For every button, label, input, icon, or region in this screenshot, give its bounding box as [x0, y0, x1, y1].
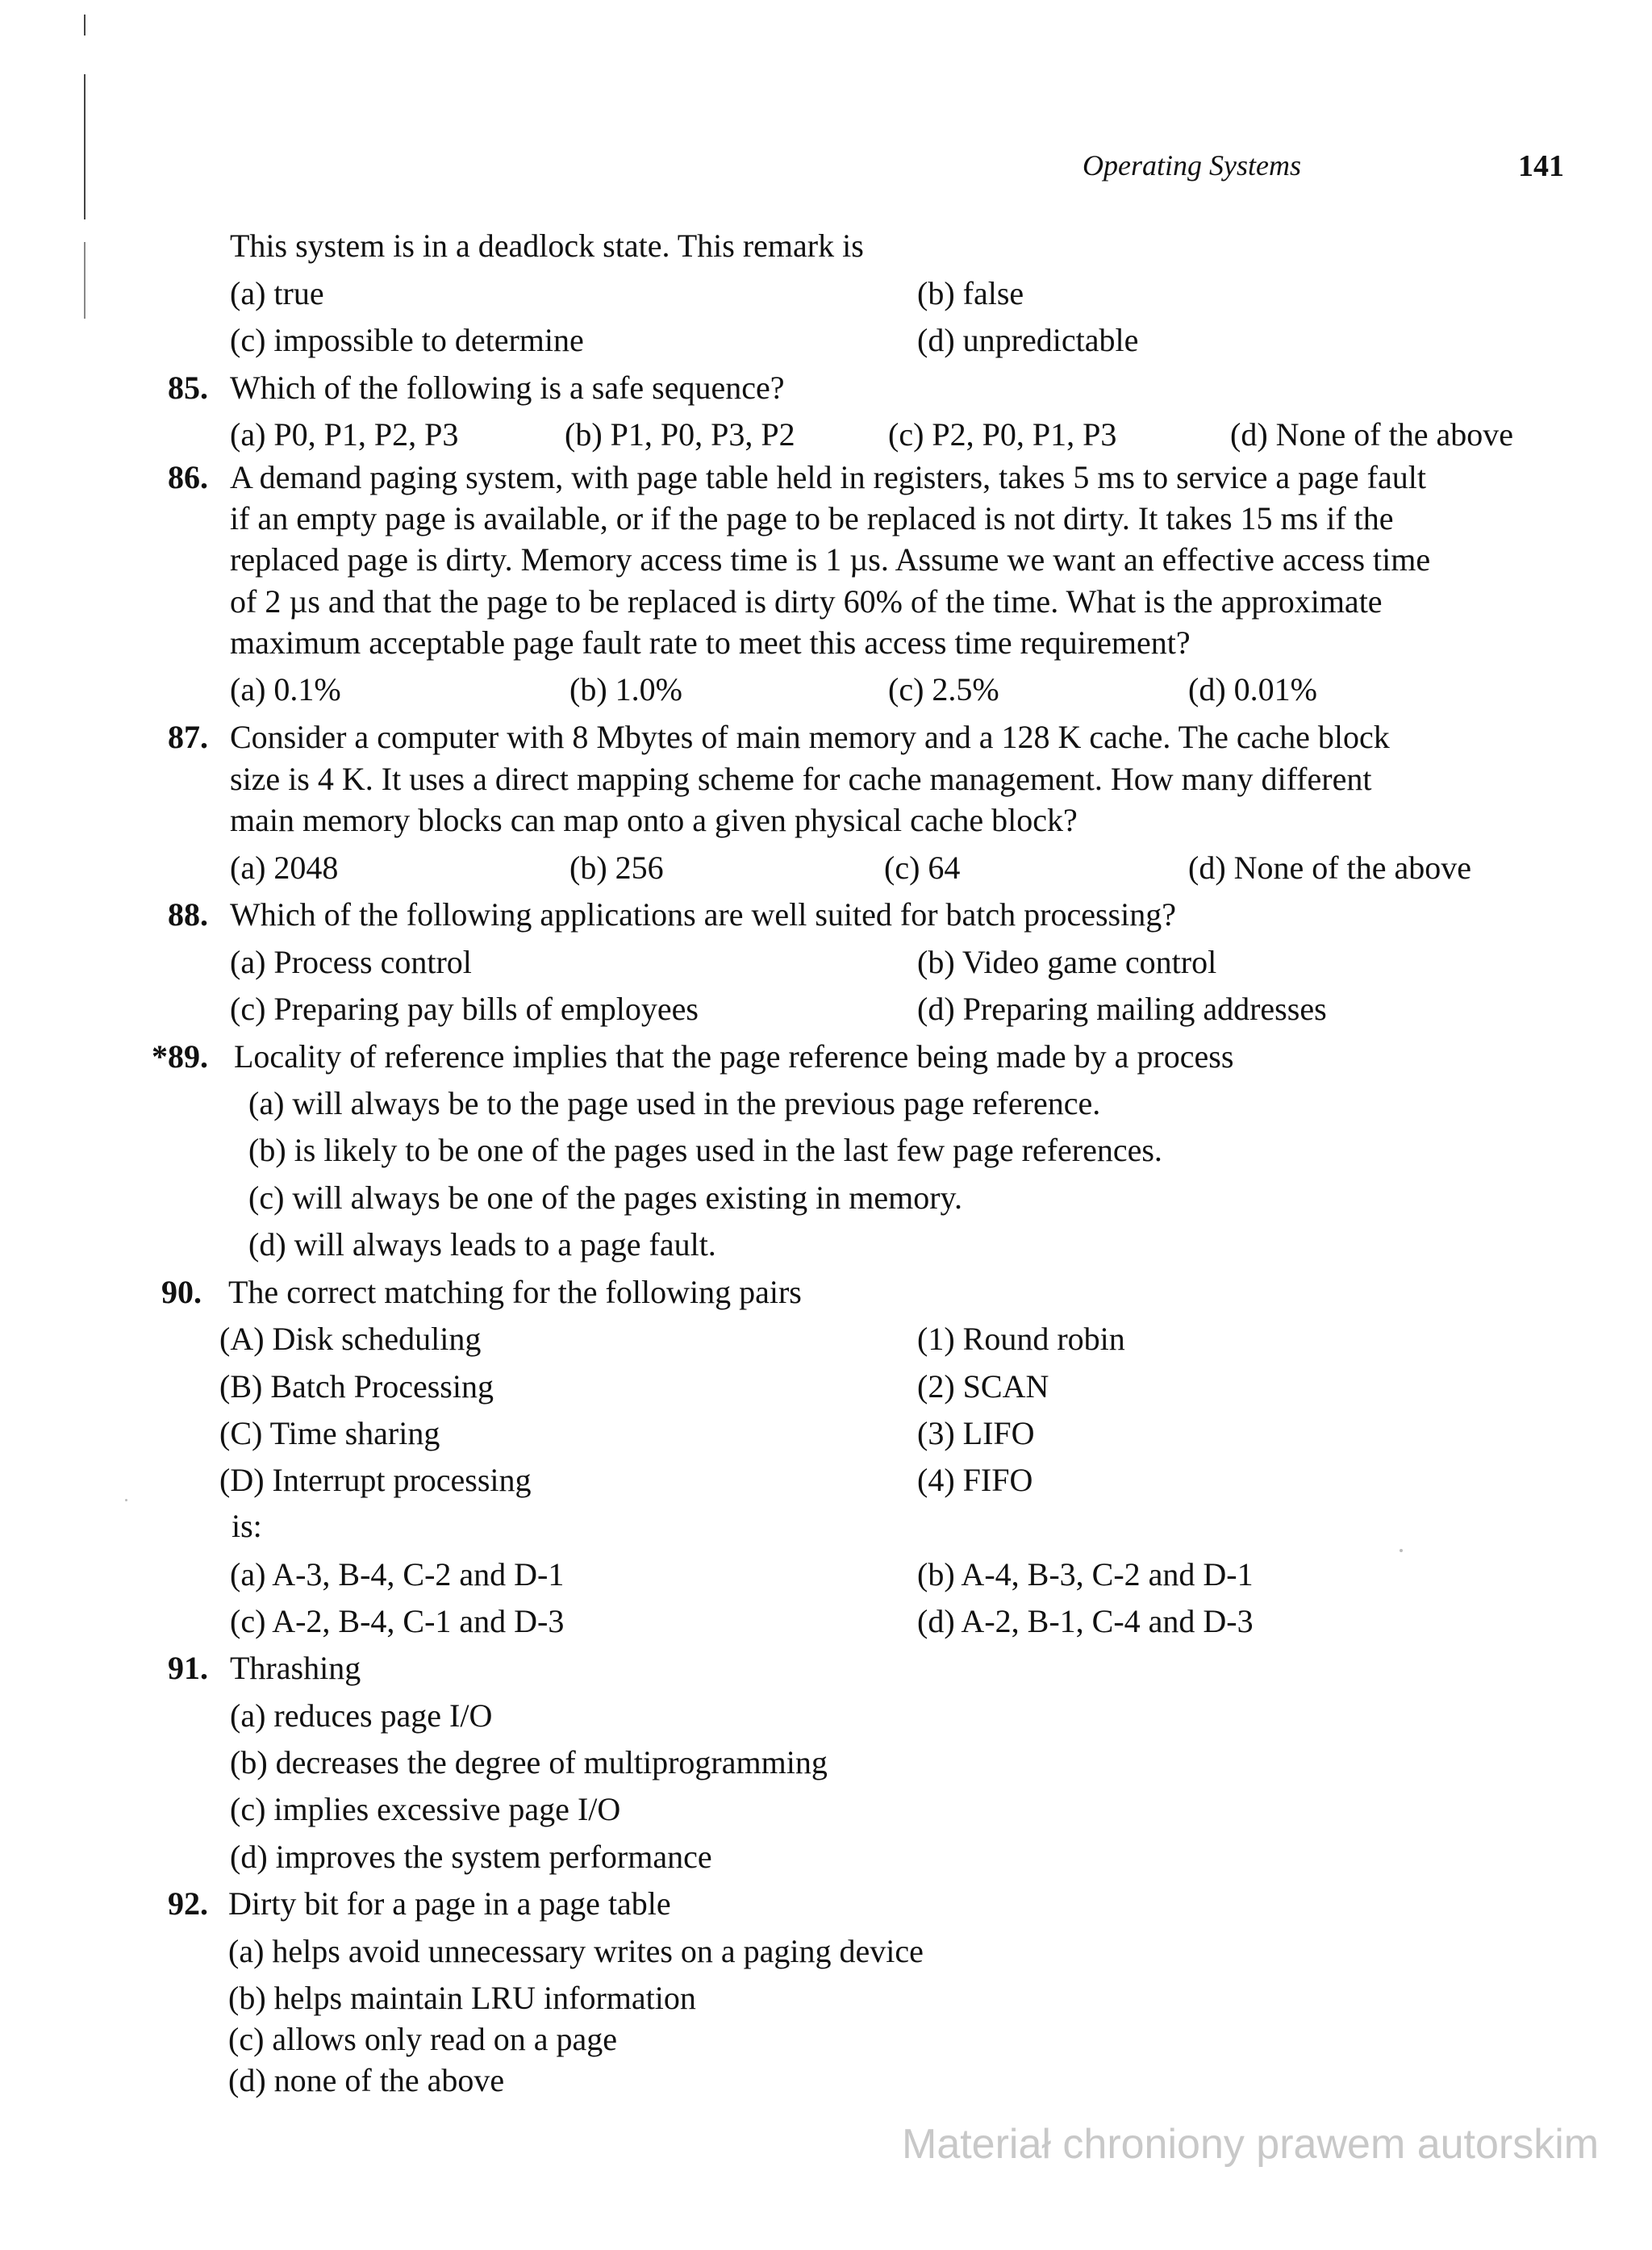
- copyright-watermark: Materiał chroniony prawem autorskim: [902, 2121, 1600, 2168]
- q90-right-item: (4) FIFO: [917, 1462, 1033, 1498]
- q92-option-c: (c) allows only read on a page: [228, 2021, 618, 2057]
- binding-line-lower: [84, 242, 86, 319]
- q90-left-item: (B) Batch Processing: [219, 1368, 494, 1405]
- q86-number: 86.: [168, 459, 208, 495]
- q86-option-c: (c) 2.5%: [888, 671, 999, 708]
- q86-line-1: A demand paging system, with page table held in registers, takes 5 ms to service a page fault: [230, 459, 1426, 495]
- q89-number: *89.: [152, 1038, 208, 1075]
- q87-option-c: (c) 64: [884, 849, 961, 886]
- q85-option-b: (b) P1, P0, P3, P2: [565, 416, 795, 453]
- q86-line-4: of 2 µs and that the page to be replaced is dirty 60% of the time. What is the approximate: [230, 583, 1383, 620]
- q86-line-5: maximum acceptable page fault rate to meet this access time requirement?: [230, 624, 1191, 661]
- q84-option-a: (a) true: [230, 275, 324, 311]
- q91-option-a: (a) reduces page I/O: [230, 1697, 493, 1734]
- q85-stem: Which of the following is a safe sequence?: [230, 369, 785, 406]
- q90-right-item: (3) LIFO: [917, 1415, 1035, 1451]
- q92-number: 92.: [168, 1885, 208, 1922]
- q91-number: 91.: [168, 1650, 208, 1686]
- page-number: 141: [1518, 149, 1564, 183]
- q87-line-3: main memory blocks can map onto a given physical cache block?: [230, 802, 1078, 838]
- q90-option-d: (d) A-2, B-1, C-4 and D-3: [917, 1603, 1254, 1639]
- q90-stem: The correct matching for the following pairs: [228, 1274, 802, 1310]
- running-title: Operating Systems: [1083, 149, 1301, 182]
- q90-left-item: (D) Interrupt processing: [219, 1462, 532, 1498]
- q88-number: 88.: [168, 896, 208, 933]
- q90-option-a: (a) A-3, B-4, C-2 and D-1: [230, 1556, 565, 1593]
- binding-line: [84, 74, 86, 219]
- q90-right-item: (1) Round robin: [917, 1321, 1125, 1357]
- q88-option-c: (c) Preparing pay bills of employees: [230, 991, 699, 1027]
- q92-stem: Dirty bit for a page in a page table: [228, 1885, 671, 1922]
- q86-option-a: (a) 0.1%: [230, 671, 341, 708]
- q88-option-b: (b) Video game control: [917, 944, 1217, 980]
- q90-option-c: (c) A-2, B-4, C-1 and D-3: [230, 1603, 565, 1639]
- q90-right-item: (2) SCAN: [917, 1368, 1049, 1405]
- q90-number: 90.: [161, 1274, 202, 1310]
- q87-line-2: size is 4 K. It uses a direct mapping scheme for cache management. How many different: [230, 761, 1372, 797]
- q88-stem: Which of the following applications are well suited for batch processing?: [230, 896, 1176, 933]
- scan-speck: [1400, 1549, 1403, 1552]
- q87-option-d: (d) None of the above: [1188, 849, 1471, 886]
- q91-option-b: (b) decreases the degree of multiprogramming: [230, 1744, 828, 1780]
- q85-option-c: (c) P2, P0, P1, P3: [888, 416, 1117, 453]
- q87-number: 87.: [168, 719, 208, 755]
- q89-option-d: (d) will always leads to a page fault.: [248, 1226, 716, 1263]
- q86-option-b: (b) 1.0%: [569, 671, 682, 708]
- q89-option-a: (a) will always be to the page used in the previous page reference.: [248, 1085, 1101, 1121]
- q89-stem: Locality of reference implies that the page reference being made by a process: [234, 1038, 1234, 1075]
- q86-line-3: replaced page is dirty. Memory access time is 1 µs. Assume we want an effective access time: [230, 541, 1431, 578]
- q87-line-1: Consider a computer with 8 Mbytes of main memory and a 128 K cache. The cache block: [230, 719, 1390, 755]
- q84-stem: This system is in a deadlock state. This remark is: [230, 228, 864, 264]
- q92-option-b: (b) helps maintain LRU information: [228, 1980, 696, 2016]
- q90-left-item: (C) Time sharing: [219, 1415, 440, 1451]
- q86-option-d: (d) 0.01%: [1188, 671, 1317, 708]
- q88-option-d: (d) Preparing mailing addresses: [917, 991, 1327, 1027]
- q92-option-a: (a) helps avoid unnecessary writes on a paging device: [228, 1933, 924, 1969]
- q91-option-c: (c) implies excessive page I/O: [230, 1791, 621, 1827]
- q90-option-b: (b) A-4, B-3, C-2 and D-1: [917, 1556, 1254, 1593]
- q86-line-2: if an empty page is available, or if the page to be replaced is not dirty. It takes 15 ms if the: [230, 500, 1394, 536]
- q84-option-b: (b) false: [917, 275, 1024, 311]
- q87-option-b: (b) 256: [569, 849, 664, 886]
- q92-option-d: (d) none of the above: [228, 2062, 505, 2098]
- q91-option-d: (d) improves the system performance: [230, 1839, 712, 1875]
- q89-option-b: (b) is likely to be one of the pages used in the last few page references.: [248, 1132, 1162, 1168]
- q84-option-c: (c) impossible to determine: [230, 322, 584, 358]
- q84-option-d: (d) unpredictable: [917, 322, 1139, 358]
- q88-option-a: (a) Process control: [230, 944, 472, 980]
- q91-stem: Thrashing: [230, 1650, 361, 1686]
- q87-option-a: (a) 2048: [230, 849, 339, 886]
- q90-left-item: (A) Disk scheduling: [219, 1321, 482, 1357]
- q85-option-d: (d) None of the above: [1230, 416, 1513, 453]
- q85-number: 85.: [168, 369, 208, 406]
- q85-option-a: (a) P0, P1, P2, P3: [230, 416, 459, 453]
- binding-mark: [84, 15, 86, 35]
- q90-is-label: is:: [232, 1508, 262, 1544]
- scan-speck: [125, 1499, 127, 1501]
- q89-option-c: (c) will always be one of the pages existing in memory.: [248, 1179, 962, 1216]
